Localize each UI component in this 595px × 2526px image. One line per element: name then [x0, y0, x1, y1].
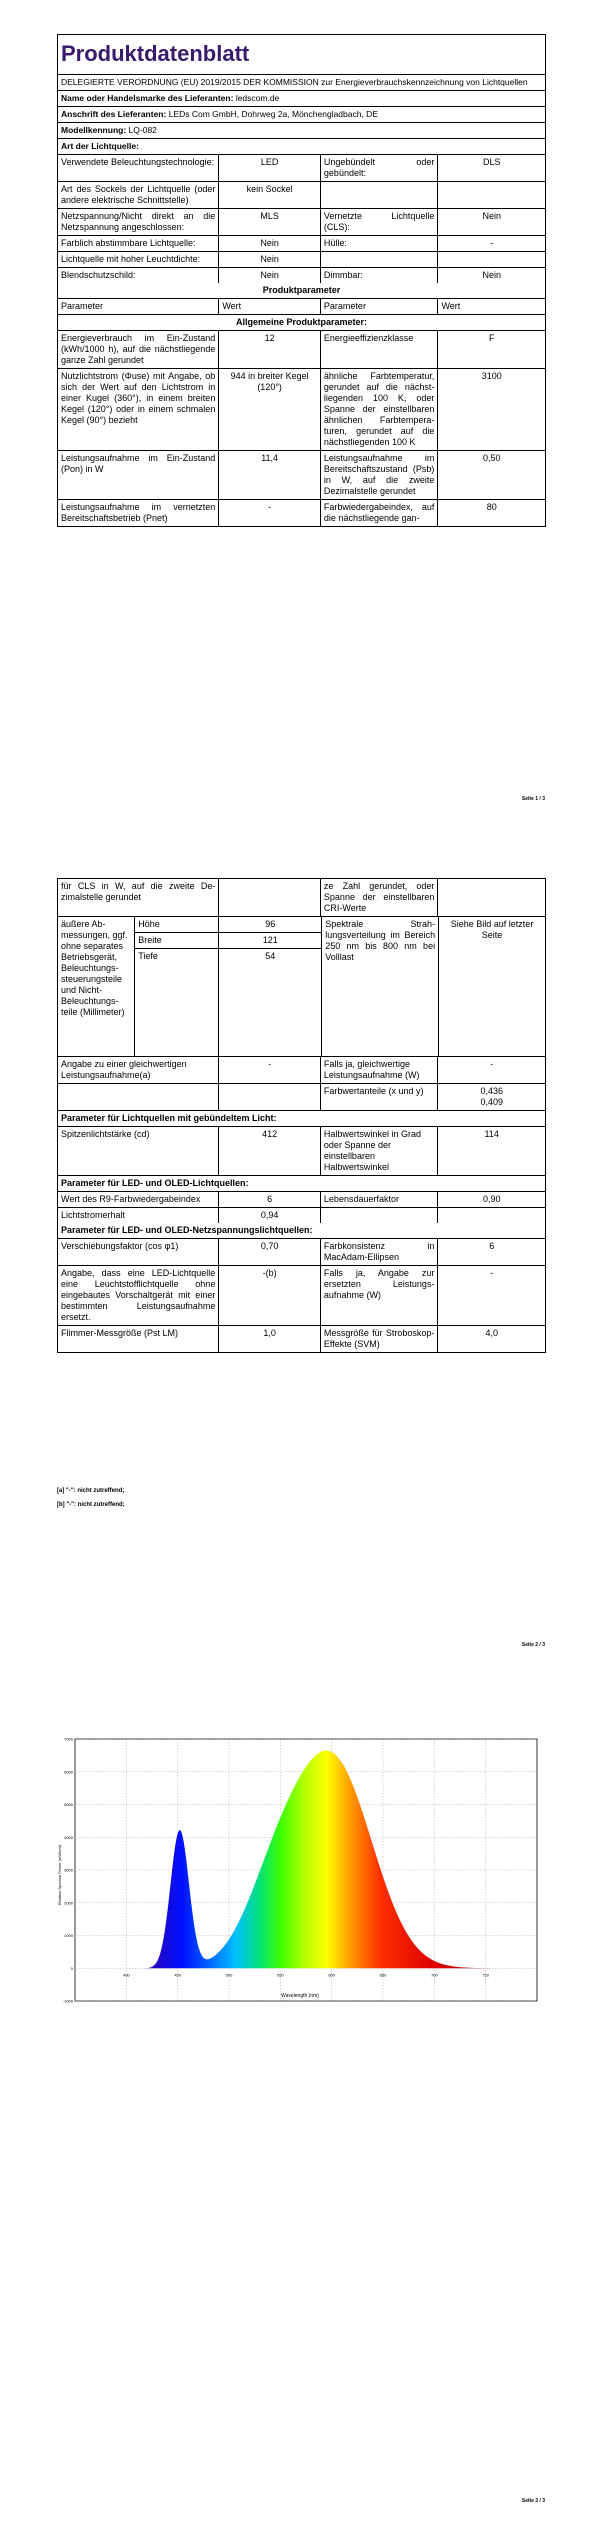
led-param-row	[58, 1192, 545, 1208]
x-tick-label: 750	[482, 1972, 490, 1978]
x-axis-label: Wavelength (nm)	[281, 1993, 319, 1999]
y-tick-label: 6000	[64, 1769, 73, 1775]
light-type-label-2	[321, 252, 439, 267]
general-param-value-2: 80	[486, 502, 497, 512]
y-tick-labels	[63, 1737, 74, 2004]
spectrum-chart	[55, 1735, 545, 2025]
light-type-value: LED	[219, 155, 321, 181]
dim-key: Höhe	[135, 917, 219, 932]
light-type-label-2: Ungebündelt oder gebündelt:	[321, 155, 439, 181]
led-param-value-2	[438, 1208, 545, 1223]
light-type-label: Blendschutzschild:	[58, 268, 219, 283]
mains-param-value: 0,70	[219, 1239, 321, 1265]
mains-param-value-2: 6	[489, 1241, 495, 1251]
y-tick-label: 2000	[64, 1900, 73, 1906]
y-tick-label: 0	[70, 1965, 73, 1971]
light-type-row	[58, 252, 545, 268]
mains-param-value: 1,0	[219, 1326, 321, 1352]
light-type-label: Art des Sockels der Lichtquelle (oder andere elektrische Schnittstelle)	[58, 182, 219, 208]
general-param-label-2: Leistungsaufnahme im Bereitschaftszustand (Psb) in W, auf die zweite Dezimalstelle gerundet	[321, 451, 439, 499]
general-param-label: Leistungsaufnahme im vernetzten Bereitschaftsbetrieb (Pnet)	[58, 500, 219, 526]
x-tick-label: 700	[430, 1972, 438, 1978]
light-type-value-2	[438, 182, 545, 208]
mains-param-row	[58, 1326, 545, 1352]
mains-param-label-2: Farbkonsistenz in MacAdam-Ellipsen	[321, 1239, 439, 1265]
light-type-value: Nein	[219, 236, 321, 251]
equiv-power-w-label: Falls ja, gleichwertige Leistungsaufnahme (W)	[321, 1057, 439, 1083]
page-number-1: Seite 1 / 3	[521, 796, 545, 802]
light-type-label-2: Dimmbar:	[321, 268, 439, 283]
col-value-2: Wert	[441, 301, 461, 311]
supplier-address: LEDs Com GmbH, Dohrweg 2a, Mönchengladbach, DE	[168, 109, 378, 119]
cls-power-cont-label: für CLS in W, auf die zweite Dezimalstelle gerundet	[58, 879, 219, 916]
col-value-1: Wert	[219, 299, 321, 314]
dim-key: Breite	[135, 933, 219, 948]
light-type-value: kein Sockel	[219, 182, 321, 208]
dim-key: Tiefe	[135, 949, 219, 1056]
chroma-x: 0,436	[480, 1086, 503, 1096]
footnote-a: [a] "-": nicht zutreffend;	[57, 1488, 125, 1494]
light-type-value: Nein	[219, 252, 321, 267]
supplier-name-label: Name oder Handelsmarke des Lieferanten:	[61, 93, 234, 103]
led-param-value-2: 0,90	[482, 1194, 501, 1204]
led-param-row	[58, 1208, 545, 1223]
light-type-row	[58, 155, 545, 182]
mains-param-value-2: 4,0	[485, 1328, 498, 1338]
x-tick-label: 400	[122, 1972, 130, 1978]
light-type-row	[58, 209, 545, 236]
cls-power-cont-value	[219, 879, 321, 916]
dim-row-height	[135, 917, 321, 933]
dim-value: 121	[262, 935, 278, 945]
led-param-label: Lichtstromerhalt	[58, 1208, 219, 1223]
page-number-2: Seite 2 / 3	[521, 1642, 545, 1648]
footnote-b: [b] "-": nicht zutreffend;	[57, 1502, 125, 1508]
general-param-value-2: F	[488, 333, 495, 343]
mains-param-row	[58, 1266, 545, 1326]
datasheet-table-page-2	[57, 878, 546, 1353]
chroma-empty-1	[58, 1084, 219, 1110]
beam-angle-label: Halbwertswinkel in Grad oder Spanne der einstellbaren Halbwertswinkel	[321, 1127, 439, 1175]
led-param-label: Wert des R9-Farbwiedergabeindex	[58, 1192, 219, 1207]
light-type-value: MLS	[219, 209, 321, 235]
light-type-label: Lichtquelle mit hoher Leuchtdichte:	[58, 252, 219, 267]
led-param-label-2	[321, 1208, 439, 1223]
supplier-address-row	[58, 107, 545, 122]
light-type-label-2	[321, 182, 439, 208]
general-param-label-2: ähnliche Farbtemperatur, gerundet auf die nächstliegenden 100 K, oder Spanne der einstellbaren ähnlichen Farbtemperaturen, gerundet auf die nächstliegenden 100 K	[321, 369, 439, 450]
spectral-value: Siehe Bild auf letzter Seite	[450, 919, 534, 940]
y-tick-label: -1000	[62, 1998, 73, 2004]
mains-header: Parameter für LED- und OLED-Netzspannungslichtquellen:	[61, 1225, 313, 1235]
x-tick-label: 550	[276, 1972, 284, 1978]
mains-param-label-2: Falls ja, Angabe zur ersetzten Leistungsaufnahme (W)	[321, 1266, 439, 1325]
x-tick-label: 600	[328, 1972, 336, 1978]
supplier-name: ledscom.de	[235, 93, 280, 103]
general-param-label-2: Energieeffizienzklasse	[321, 331, 439, 368]
params-header: Produktparameter	[262, 285, 341, 295]
general-param-row	[58, 331, 545, 369]
general-param-row	[58, 369, 545, 451]
page-1	[0, 0, 595, 820]
general-param-value: -	[219, 500, 321, 526]
chroma-empty-2	[219, 1084, 321, 1110]
light-type-value-2: Nein	[482, 211, 501, 221]
led-param-label-2: Lebensdauerfaktor	[321, 1192, 439, 1207]
chroma-values	[438, 1084, 545, 1110]
page-title: Produktdatenblatt	[61, 41, 250, 66]
equiv-power-w-value: -	[490, 1059, 494, 1069]
model-value: LQ-082	[128, 125, 157, 135]
directional-header: Parameter für Lichtquellen mit gebündeltem Licht:	[61, 1113, 277, 1123]
mains-param-label: Angabe, dass eine LED-Lichtquelle eine Leuchtstofflichtquelle ohne eingebautes Vorschaltgerät mit einer bestimmten Leistungsaufnahme ersetzt.	[58, 1266, 219, 1325]
mains-param-label-2: Messgröße für Stroboskop-Effekte (SVM)	[321, 1326, 439, 1352]
y-tick-label: 4000	[64, 1834, 73, 1840]
datasheet-table-page-1	[57, 34, 546, 527]
x-tick-label: 650	[379, 1972, 387, 1978]
general-param-value: 944 in breiter Kegel (120°)	[219, 369, 321, 450]
light-type-value-2: DLS	[482, 157, 501, 167]
dimensions-values	[135, 917, 322, 1056]
page-2	[0, 820, 595, 1700]
general-param-label: Leistungsaufnahme im Ein-Zustand (Pon) in W	[58, 451, 219, 499]
general-param-label: Nutzlichtstrom (Φuse) mit Angabe, ob sich der Wert auf den Lichtstrom in einer Kugel (360°), in einem breiten Kegel (120°) oder in einem schmalen Kegel (90°) bezieht	[58, 369, 219, 450]
y-tick-label: 1000	[64, 1933, 73, 1938]
dim-row-width	[135, 933, 321, 949]
light-type-value-2	[438, 252, 545, 267]
light-type-label: Netzspannung/Nicht direkt an die Netzspannung angeschlossen:	[58, 209, 219, 235]
cri-cont-value	[438, 879, 545, 916]
light-type-value-2: -	[490, 238, 494, 248]
equiv-power-value: -	[219, 1057, 321, 1083]
light-type-row	[58, 182, 545, 209]
general-param-value: 11,4	[219, 451, 321, 499]
general-param-row	[58, 451, 545, 500]
y-tick-label: 3000	[64, 1867, 73, 1873]
supplier-address-label: Anschrift des Lieferanten:	[61, 109, 167, 119]
dimensions-label: äußere Abmessungen, ggf. ohne separates Betriebsgerät, Beleuchtungssteuerungsteile und Nicht-Beleuchtungsteile (Millimeter)	[58, 917, 135, 1056]
cri-cont-label: ze Zahl gerundet, oder Spanne der einstellbaren CRI-Werte	[321, 879, 439, 916]
led-param-value: 6	[219, 1192, 321, 1207]
light-type-header: Art der Lichtquelle:	[61, 141, 139, 151]
light-type-label-2: Hülle:	[321, 236, 439, 251]
spectral-label: Spektrale Strahlungsverteilung im Bereich 250 nm bis 800 nm bei Volllast	[322, 917, 439, 1056]
model-row	[58, 123, 545, 138]
light-type-label: Verwendete Beleuchtungstechnologie:	[58, 155, 219, 181]
general-param-value-2: 3100	[481, 371, 502, 381]
general-param-value-2: 0,50	[482, 453, 501, 463]
general-param-label-2: Farbwiedergabeindex, auf die nächstliegende gan-	[321, 500, 439, 526]
peak-intensity-value: 412	[219, 1127, 321, 1175]
general-param-row	[58, 500, 545, 526]
led-param-value: 0,94	[219, 1208, 321, 1223]
page-3	[0, 1700, 595, 2526]
col-param-1: Parameter	[58, 299, 219, 314]
light-type-value: Nein	[219, 268, 321, 283]
peak-intensity-label: Spitzenlichtstärke (cd)	[58, 1127, 219, 1175]
equiv-power-label: Angabe zu einer gleichwertigen Leistungsaufnahme(a)	[58, 1057, 219, 1083]
light-type-value-2: Nein	[482, 270, 501, 280]
y-tick-label: 5000	[64, 1802, 73, 1807]
y-axis-label: Relative Spectral Power (mW/nm)	[57, 1844, 62, 1906]
light-type-label: Farblich abstimmbare Lichtquelle:	[58, 236, 219, 251]
mains-param-label: Flimmer-Messgröße (Pst LM)	[58, 1326, 219, 1352]
supplier-name-row	[58, 91, 545, 106]
dim-value: 54	[265, 951, 276, 961]
mains-param-value: -(b)	[219, 1266, 321, 1325]
regulation-text: DELEGIERTE VERORDNUNG (EU) 2019/2015 DER KOMMISSION zur Energieverbrauchskennzeichnung von Lichtquellen	[61, 77, 528, 87]
x-tick-label: 500	[225, 1972, 233, 1978]
light-type-row	[58, 236, 545, 252]
x-tick-label: 450	[174, 1972, 182, 1978]
mains-param-value-2: -	[490, 1268, 494, 1278]
mains-param-label: Verschiebungsfaktor (cos φ1)	[58, 1239, 219, 1265]
led-header: Parameter für LED- und OLED-Lichtquellen:	[61, 1178, 249, 1188]
general-param-value: 12	[219, 331, 321, 368]
general-param-label: Energieverbrauch im Ein-Zustand (kWh/1000 h), auf die nächstliegende ganze Zahl gerundet	[58, 331, 219, 368]
beam-angle-value: 114	[484, 1129, 499, 1139]
page-number-3: Seite 3 / 3	[521, 2498, 545, 2504]
y-tick-label: 7000	[64, 1736, 73, 1742]
general-params-header: Allgemeine Produktparameter:	[235, 317, 368, 327]
col-param-2: Parameter	[321, 299, 439, 314]
light-type-row	[58, 268, 545, 283]
light-type-label-2: Vernetzte Lichtquelle (CLS):	[321, 209, 439, 235]
dim-row-depth	[135, 949, 321, 1056]
model-label: Modellkennung:	[61, 125, 127, 135]
chroma-label: Farbwertanteile (x und y)	[321, 1084, 439, 1110]
dim-value: 96	[265, 919, 276, 929]
chroma-y: 0,409	[480, 1097, 503, 1107]
mains-param-row	[58, 1239, 545, 1266]
